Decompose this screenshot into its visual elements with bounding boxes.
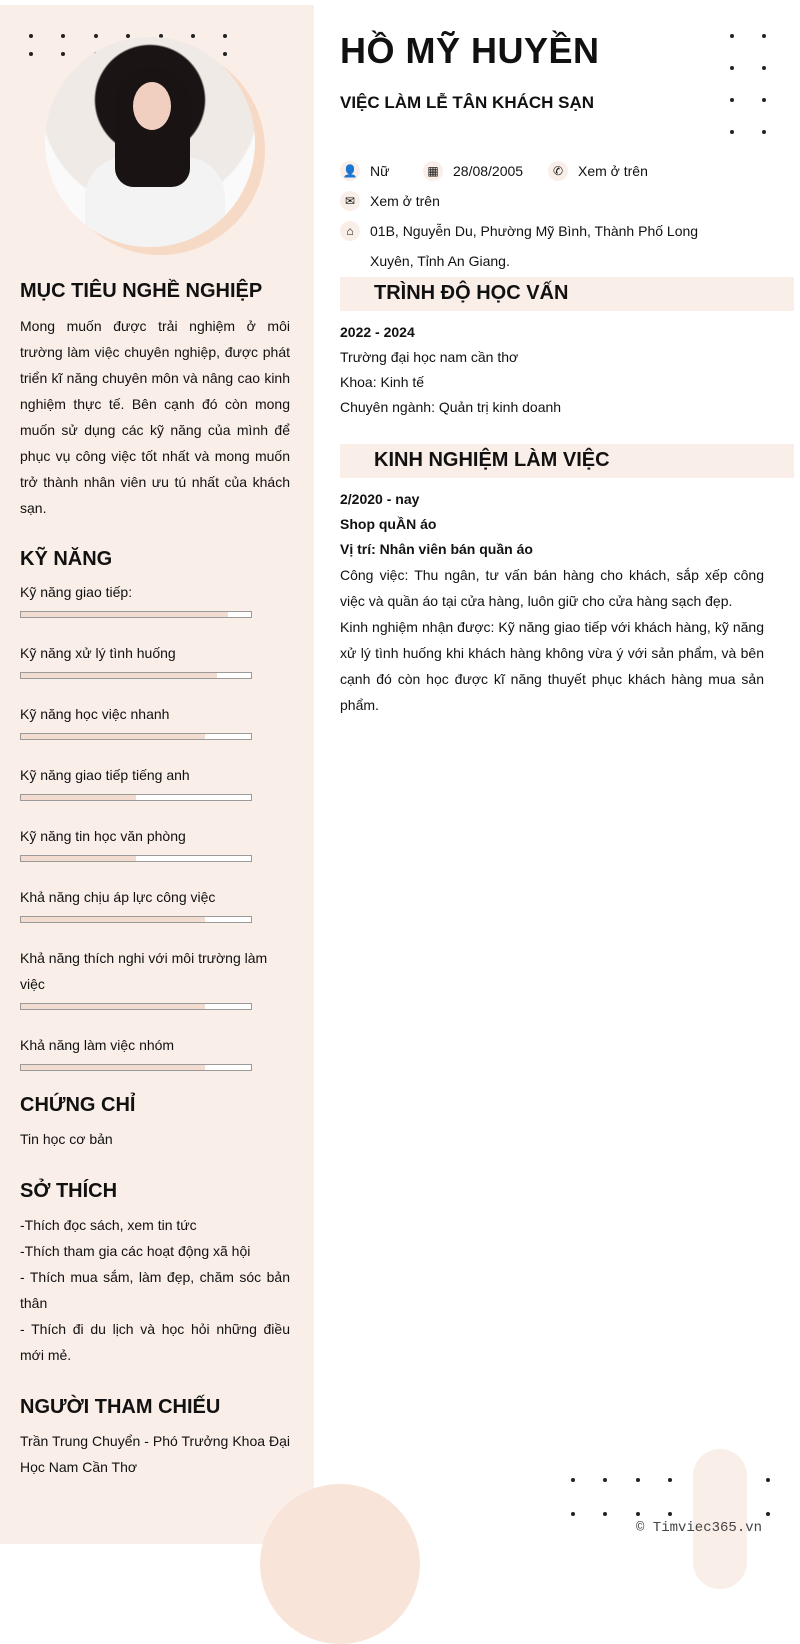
skill-label: Kỹ năng xử lý tình huống <box>20 645 176 661</box>
skill-label: Kỹ năng tin học văn phòng <box>20 828 186 844</box>
experience-duties: Công việc: Thu ngân, tư vấn bán hàng cho khách, sắp xếp công việc và quần áo tại cửa hàng, luôn giữ cho cửa hàng sạch đẹp. <box>340 567 764 609</box>
dot <box>126 34 130 38</box>
skills-title: KỸ NĂNG <box>20 548 113 570</box>
skill-item <box>20 945 290 1010</box>
dot <box>668 1478 672 1482</box>
skill-bar <box>20 733 252 740</box>
skill-bar <box>20 855 252 862</box>
certificates-title: CHỨNG CHỈ <box>20 1094 136 1116</box>
dot <box>668 1512 672 1516</box>
skill-bar-fill <box>21 1065 205 1070</box>
address-row <box>340 221 698 241</box>
education-school: Trường đại học nam cần thơ <box>340 349 519 365</box>
birthday: 28/08/2005 <box>453 163 524 179</box>
skill-item <box>20 640 290 679</box>
education-header <box>340 277 794 311</box>
envelope-icon: ✉ <box>340 191 360 211</box>
skill-bar <box>20 1003 252 1010</box>
dot <box>762 130 766 134</box>
dot <box>571 1478 575 1482</box>
dot <box>223 52 227 56</box>
skill-item <box>20 762 290 801</box>
skill-bar-fill <box>21 612 228 617</box>
dot <box>61 34 65 38</box>
dot <box>762 34 766 38</box>
dot <box>730 98 734 102</box>
skill-item <box>20 701 290 740</box>
job-title: VIỆC LÀM LỄ TÂN KHÁCH SẠN <box>340 93 595 112</box>
skill-item <box>20 823 290 862</box>
address: 01B, Nguyễn Du, Phường Mỹ Bình, Thành Phố Long <box>370 223 699 239</box>
dot <box>223 34 227 38</box>
skill-bar <box>20 916 252 923</box>
skill-bar <box>20 794 252 801</box>
email-row <box>340 191 440 211</box>
email: Xem ở trên <box>370 193 440 209</box>
home-icon: ⌂ <box>340 221 360 241</box>
dot <box>603 1478 607 1482</box>
objective-text: Mong muốn được trải nghiệm ở môi trường làm việc chuyên nghiệp, được phát triển kĩ năng chuyên môn và nâng cao kinh nghiệm thực tế. Bên cạnh đó còn mong muốn sử dụng các kỹ năng của mình để phục vụ công việc tốt nhất và mong muốn trở thành nhân viên ưu tú nhất của khách sạn. <box>20 318 290 516</box>
hobby-item: -Thích đọc sách, xem tin tức <box>20 1217 197 1233</box>
experience-gained: Kinh nghiệm nhận được: Kỹ năng giao tiếp với khách hàng, kỹ năng xử lý tình huống khi khách hàng không vừa ý với sản phẩm, và bên cạnh đó còn học được kĩ năng thuyết phục khách hàng mua sản phẩm. <box>340 619 764 713</box>
user-icon: 👤 <box>340 161 360 181</box>
skill-label: Khả năng chịu áp lực công việc <box>20 889 216 905</box>
dot <box>636 1478 640 1482</box>
experience-position: Vị trí: Nhân viên bán quần áo <box>340 541 533 557</box>
experience-title: KINH NGHIỆM LÀM VIỆC <box>374 449 610 471</box>
skill-label: Khả năng thích nghi với môi trường làm việc <box>20 950 268 992</box>
skill-bar-fill <box>21 795 136 800</box>
address-continued: Xuyên, Tỉnh An Giang. <box>370 253 510 269</box>
dot <box>94 34 98 38</box>
dot <box>762 66 766 70</box>
skill-item <box>20 1032 290 1071</box>
references-text: Trần Trung Chuyển - Phó Trưởng Khoa Đại Học Nam Cần Thơ <box>20 1433 290 1475</box>
skill-label: Kỹ năng giao tiếp tiếng anh <box>20 767 190 783</box>
hobbies-title: SỞ THÍCH <box>20 1180 118 1202</box>
dot <box>603 1512 607 1516</box>
skill-bar-fill <box>21 673 217 678</box>
dot <box>766 1478 770 1482</box>
calendar-icon: ▦ <box>423 161 443 181</box>
references-title: NGƯỜI THAM CHIẾU <box>20 1396 221 1418</box>
dot <box>191 34 195 38</box>
decorative-pill <box>693 1449 747 1589</box>
phone-icon: ✆ <box>548 161 568 181</box>
education-major: Chuyên ngành: Quản trị kinh doanh <box>340 399 562 415</box>
objective-title: MỤC TIÊU NGHỀ NGHIỆP <box>20 280 263 302</box>
skill-bar-fill <box>21 734 205 739</box>
skills-list <box>20 579 290 1071</box>
skill-bar <box>20 611 252 618</box>
experience-header <box>340 444 794 478</box>
skill-bar <box>20 1064 252 1071</box>
skill-label: Kỹ năng giao tiếp: <box>20 584 133 600</box>
hobbies-list <box>20 1212 290 1368</box>
skill-item <box>20 884 290 923</box>
birthday-row <box>423 161 523 181</box>
skill-bar-fill <box>21 856 136 861</box>
hobby-item: - Thích đi du lịch và học hỏi những điều mới mẻ. <box>20 1321 290 1363</box>
watermark: © Timviec365.vn <box>636 1520 763 1536</box>
education-faculty: Khoa: Kinh tế <box>340 374 425 390</box>
dot <box>61 52 65 56</box>
skill-item <box>20 579 290 618</box>
dot <box>636 1512 640 1516</box>
address-row-2 <box>370 251 510 271</box>
phone: Xem ở trên <box>578 163 648 179</box>
skill-bar-fill <box>21 917 205 922</box>
education-period: 2022 - 2024 <box>340 324 415 340</box>
decorative-circle <box>260 1484 420 1644</box>
experience-period: 2/2020 - nay <box>340 491 420 507</box>
dot <box>766 1512 770 1516</box>
avatar <box>45 37 255 247</box>
dot <box>730 130 734 134</box>
dot <box>29 34 33 38</box>
skill-bar-fill <box>21 1004 205 1009</box>
hobby-item: - Thích mua sắm, làm đẹp, chăm sóc bản thân <box>20 1269 290 1311</box>
dot <box>762 98 766 102</box>
skill-label: Kỹ năng học việc nhanh <box>20 706 170 722</box>
candidate-name: HỒ MỸ HUYỀN <box>340 30 600 71</box>
gender: Nữ <box>370 163 390 179</box>
experience-company: Shop quẦN áo <box>340 516 437 532</box>
dot <box>571 1512 575 1516</box>
gender-row <box>340 161 389 181</box>
dot <box>730 66 734 70</box>
hobby-item: -Thích tham gia các hoạt động xã hội <box>20 1243 251 1259</box>
dot <box>730 34 734 38</box>
skill-label: Khả năng làm việc nhóm <box>20 1037 175 1053</box>
phone-row <box>548 161 648 181</box>
education-title: TRÌNH ĐỘ HỌC VẤN <box>374 282 569 304</box>
certificates-text: Tin học cơ bản <box>20 1131 113 1147</box>
dot <box>29 52 33 56</box>
skill-bar <box>20 672 252 679</box>
